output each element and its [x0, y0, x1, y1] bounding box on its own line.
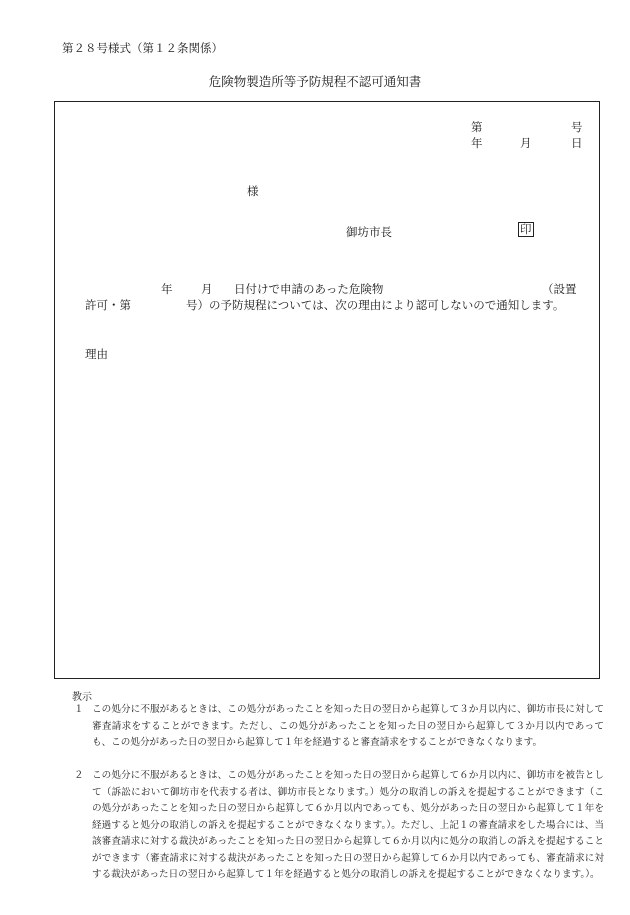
body-line2-rest: 号）の予防規程については、次の理由により認可しないので通知します。	[186, 298, 565, 312]
note-text: この処分に不服があるときは、この処分があったことを知った日の翌日から起算して６か月以内に、御坊市を被告として（訴訟において御坊市を代表する者は、御坊市長となります。）処分の取消しの訴えを提起することができます（この処分があったことを知った日の翌日から起算して６か月以内であっても、処分があった日の翌日から起算して１年を経過すると処分の取消しの訴えを提起することができなくなります。）。ただし、上記１の審査請求をした場合には、当該審査請求に対する裁決があったことを知った日の翌日から起算して６か月以内に処分の取消しの訴えを提起することができます（審査請求に対する裁決があったことを知った日の翌日から起算して６か月以内であっても、審査請求に対する裁決があった日の翌日から起算して１年を経過すると処分の取消しの訴えを提起することができなくなります。）。	[92, 770, 604, 880]
reason-label: 理由	[85, 347, 108, 361]
body-month: 月	[201, 282, 213, 296]
seal-label: 印	[520, 222, 532, 236]
note-text: この処分に不服があるときは、この処分があったことを知った日の翌日から起算して３か月以内に、御坊市長に対して審査請求をすることができます。ただし、この処分があったことを知った日の翌日から起算して３か月以内であっても、この処分があった日の翌日から起算して１年を経過すると審査請求をすることができなくなります。	[92, 704, 604, 748]
seal-mark	[518, 222, 534, 237]
form-number: 第２８号様式（第１２条関係）	[62, 41, 223, 55]
issuer-name: 御坊市長	[346, 225, 392, 239]
number-suffix: 号	[571, 120, 583, 134]
note-number: １	[74, 704, 84, 715]
note-item	[74, 768, 604, 884]
notes-heading: 教示	[72, 692, 92, 703]
body-year: 年	[161, 282, 173, 296]
body-line1-text: 日付けで申請のあった危険物	[234, 282, 384, 296]
date-day: 日	[571, 136, 583, 150]
date-year: 年	[471, 136, 483, 150]
date-month: 月	[520, 136, 532, 150]
addressee-suffix: 様	[247, 184, 259, 198]
document-title: 危険物製造所等予防規程不認可通知書	[208, 74, 422, 89]
body-line2-start: 許可・第	[85, 298, 131, 312]
note-item	[74, 702, 604, 752]
body-line1-end: （設置	[542, 282, 577, 296]
form-frame	[54, 101, 600, 679]
number-prefix: 第	[471, 120, 483, 134]
note-number: ２	[74, 770, 84, 781]
